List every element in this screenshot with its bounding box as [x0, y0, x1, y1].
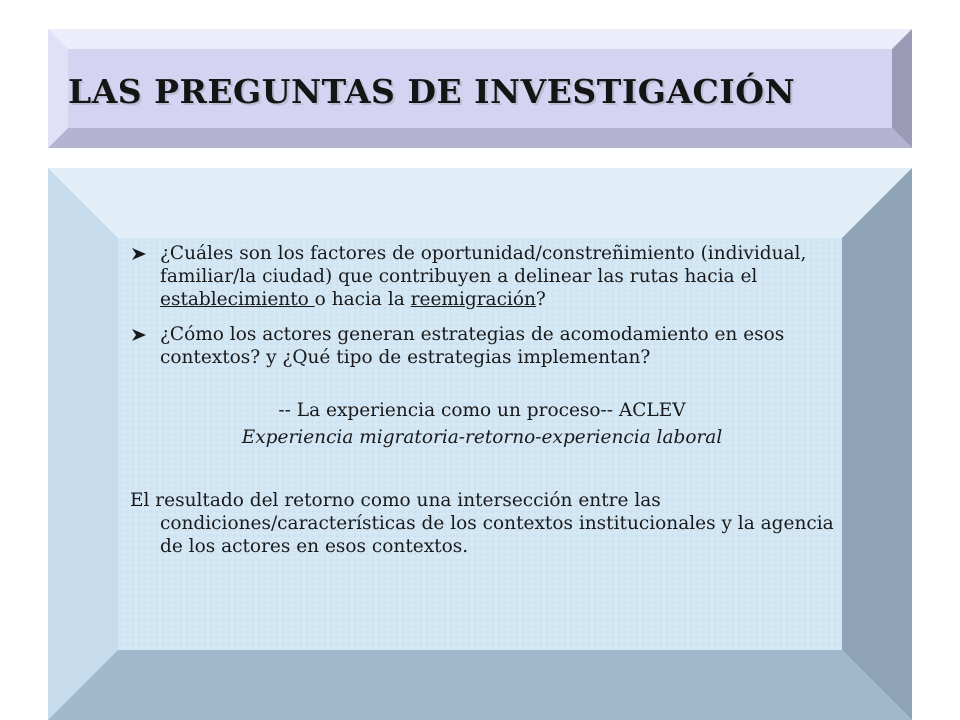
bullet-text-middle: o hacia la: [314, 289, 411, 310]
underlined-term-establecimiento: establecimiento: [160, 289, 315, 310]
underlined-term-reemigracion: reemigración: [410, 289, 536, 310]
bullet-text: ¿Cómo los actores generan estrategias de acomodamiento en esos contextos? y ¿Qué tipo de estrategias implementan?: [160, 324, 785, 368]
conclusion-paragraph: El resultado del retorno como una intersección entre las condiciones/características de los contextos institucionales y la agencia de los actores en esos contextos.: [130, 490, 834, 557]
bullet-text-start: ¿Cuáles son los factores de oportunidad/constreñimiento (individual, familiar/la ciudad) que contribuyen a delinear las rutas hacia el: [160, 243, 807, 287]
bullet-item: [122, 242, 842, 311]
arrow-bullet-icon: [132, 329, 146, 341]
content-text: [122, 242, 842, 558]
center-line-italic: Experiencia migratoria-retorno-experiencia laboral: [241, 427, 723, 448]
bullet-text-end: ?: [535, 289, 546, 310]
center-line-aclev: -- La experiencia como un proceso-- ACLEV: [278, 400, 686, 421]
slide-title: LAS PREGUNTAS DE INVESTIGACIÓN: [68, 72, 796, 111]
arrow-bullet-icon: [132, 248, 146, 260]
bullet-item: [122, 323, 842, 369]
